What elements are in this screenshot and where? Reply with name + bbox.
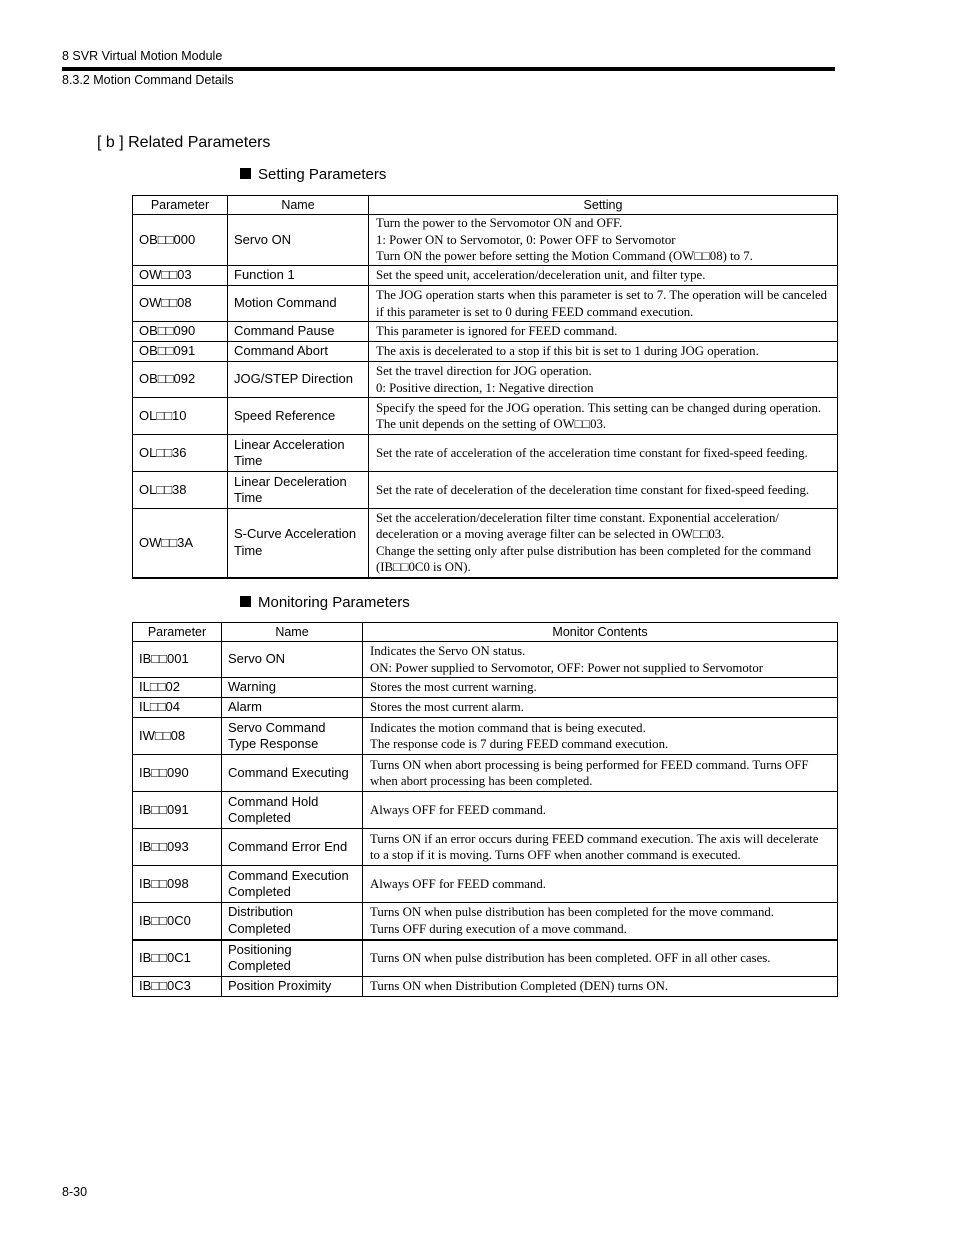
table-row — [133, 435, 838, 472]
name-cell: Function 1 — [228, 266, 369, 286]
parameter-cell: IB□□090 — [133, 755, 222, 792]
table-row — [133, 718, 838, 755]
setting-cell: The JOG operation starts when this parameter is set to 7. The operation will be canceled if this parameter is set to 0 during FEED command execution. — [369, 286, 838, 322]
name-cell: Motion Command — [228, 286, 369, 322]
parameter-cell: OB□□000 — [133, 215, 228, 266]
parameter-cell: OB□□090 — [133, 322, 228, 342]
name-cell: Speed Reference — [228, 398, 369, 435]
setting-cell: Set the speed unit, acceleration/deceleration unit, and filter type. — [369, 266, 838, 286]
column-header: Monitor Contents — [363, 623, 838, 642]
name-cell: Command Execution Completed — [222, 866, 363, 903]
setting-cell: Set the acceleration/deceleration filter time constant. Exponential acceleration/ deceleration or a moving average filter can be selected in OW□□03. Change the setting only after pulse distribution has been completed for the command (IB□□0C0 is ON). — [369, 509, 838, 578]
table-row — [133, 398, 838, 435]
table-header-row — [133, 196, 838, 215]
name-cell: Position Proximity — [222, 977, 363, 997]
name-cell: Command Abort — [228, 342, 369, 362]
table-header-row — [133, 623, 838, 642]
table-row — [133, 266, 838, 286]
table-row — [133, 977, 838, 997]
parameter-cell: IB□□093 — [133, 829, 222, 866]
monitor-contents-cell: Stores the most current alarm. — [363, 698, 838, 718]
name-cell: Servo ON — [228, 215, 369, 266]
monitor-contents-cell: Stores the most current warning. — [363, 678, 838, 698]
monitor-contents-cell: Indicates the Servo ON status. ON: Power supplied to Servomotor, OFF: Power not supplied to Servomotor — [363, 642, 838, 678]
monitor-contents-cell: Turns ON when abort processing is being performed for FEED command. Turns OFF when abort processing has been completed. — [363, 755, 838, 792]
parameter-cell: OW□□3A — [133, 509, 228, 578]
column-header: Name — [222, 623, 363, 642]
table-row — [133, 215, 838, 266]
parameter-cell: IL□□02 — [133, 678, 222, 698]
parameter-cell: OL□□36 — [133, 435, 228, 472]
setting-parameters-heading — [240, 166, 386, 183]
name-cell: Command Pause — [228, 322, 369, 342]
table-row — [133, 322, 838, 342]
column-header: Parameter — [133, 623, 222, 642]
parameter-cell: IB□□0C3 — [133, 977, 222, 997]
name-cell: Linear Deceleration Time — [228, 472, 369, 509]
name-cell: Warning — [222, 678, 363, 698]
page-number: 8-30 — [62, 1185, 88, 1199]
table-row — [133, 342, 838, 362]
setting-cell: The axis is decelerated to a stop if this bit is set to 1 during JOG operation. — [369, 342, 838, 362]
parameter-cell: OL□□10 — [133, 398, 228, 435]
monitor-contents-cell: Turns ON when pulse distribution has been completed. OFF in all other cases. — [363, 940, 838, 977]
name-cell: Linear Acceleration Time — [228, 435, 369, 472]
parameter-cell: IB□□098 — [133, 866, 222, 903]
monitor-contents-cell: Always OFF for FEED command. — [363, 792, 838, 829]
setting-parameters-table — [132, 195, 838, 579]
name-cell: Command Error End — [222, 829, 363, 866]
table-row — [133, 362, 838, 398]
parameter-cell: IB□□001 — [133, 642, 222, 678]
monitor-contents-cell: Indicates the motion command that is being executed. The response code is 7 during FEED command execution. — [363, 718, 838, 755]
name-cell: Command Executing — [222, 755, 363, 792]
table-row — [133, 642, 838, 678]
name-cell: Servo ON — [222, 642, 363, 678]
table-row — [133, 940, 838, 977]
column-header: Parameter — [133, 196, 228, 215]
monitoring-parameters-table — [132, 622, 838, 997]
monitor-contents-cell: Turns ON when Distribution Completed (DEN) turns ON. — [363, 977, 838, 997]
table-row — [133, 472, 838, 509]
setting-cell: Set the rate of acceleration of the acceleration time constant for fixed-speed feeding. — [369, 435, 838, 472]
setting-cell: Set the rate of deceleration of the deceleration time constant for fixed-speed feeding. — [369, 472, 838, 509]
table-row — [133, 903, 838, 940]
square-bullet-icon — [240, 596, 251, 607]
chapter-header: 8 SVR Virtual Motion Module — [62, 49, 223, 63]
parameter-cell: IB□□091 — [133, 792, 222, 829]
table-row — [133, 755, 838, 792]
name-cell: JOG/STEP Direction — [228, 362, 369, 398]
parameter-cell: IB□□0C0 — [133, 903, 222, 940]
parameter-cell: OB□□092 — [133, 362, 228, 398]
section-title: [ b ] Related Parameters — [97, 134, 271, 151]
monitor-contents-cell: Always OFF for FEED command. — [363, 866, 838, 903]
monitoring-heading-label: Monitoring Parameters — [258, 594, 410, 611]
table-row — [133, 509, 838, 578]
parameter-cell: OW□□08 — [133, 286, 228, 322]
name-cell: S-Curve Acceleration Time — [228, 509, 369, 578]
parameter-cell: IL□□04 — [133, 698, 222, 718]
section-header: 8.3.2 Motion Command Details — [62, 73, 234, 87]
setting-cell: Set the travel direction for JOG operation. 0: Positive direction, 1: Negative direction — [369, 362, 838, 398]
setting-cell: Specify the speed for the JOG operation. This setting can be changed during operation. The unit depends on the setting of OW□□03. — [369, 398, 838, 435]
header-rule — [62, 67, 835, 71]
table-row — [133, 286, 838, 322]
column-header: Setting — [369, 196, 838, 215]
name-cell: Servo Command Type Response — [222, 718, 363, 755]
name-cell: Distribution Completed — [222, 903, 363, 940]
square-bullet-icon — [240, 168, 251, 179]
parameter-cell: IB□□0C1 — [133, 940, 222, 977]
setting-cell: This parameter is ignored for FEED command. — [369, 322, 838, 342]
name-cell: Command Hold Completed — [222, 792, 363, 829]
parameter-cell: OW□□03 — [133, 266, 228, 286]
monitor-contents-cell: Turns ON when pulse distribution has been completed for the move command. Turns OFF during execution of a move command. — [363, 903, 838, 940]
name-cell: Alarm — [222, 698, 363, 718]
table-row — [133, 866, 838, 903]
table-row — [133, 698, 838, 718]
table-row — [133, 678, 838, 698]
column-header: Name — [228, 196, 369, 215]
table-row — [133, 792, 838, 829]
parameter-cell: OL□□38 — [133, 472, 228, 509]
monitor-contents-cell: Turns ON if an error occurs during FEED command execution. The axis will decelerate to a stop if it is moving. Turns OFF when another command is executed. — [363, 829, 838, 866]
setting-cell: Turn the power to the Servomotor ON and OFF. 1: Power ON to Servomotor, 0: Power OFF to Servomotor Turn ON the power before setting the Motion Command (OW□□08) to 7. — [369, 215, 838, 266]
table-row — [133, 829, 838, 866]
parameter-cell: IW□□08 — [133, 718, 222, 755]
name-cell: Positioning Completed — [222, 940, 363, 977]
parameter-cell: OB□□091 — [133, 342, 228, 362]
setting-heading-label: Setting Parameters — [258, 166, 387, 183]
monitoring-parameters-heading — [240, 594, 410, 611]
